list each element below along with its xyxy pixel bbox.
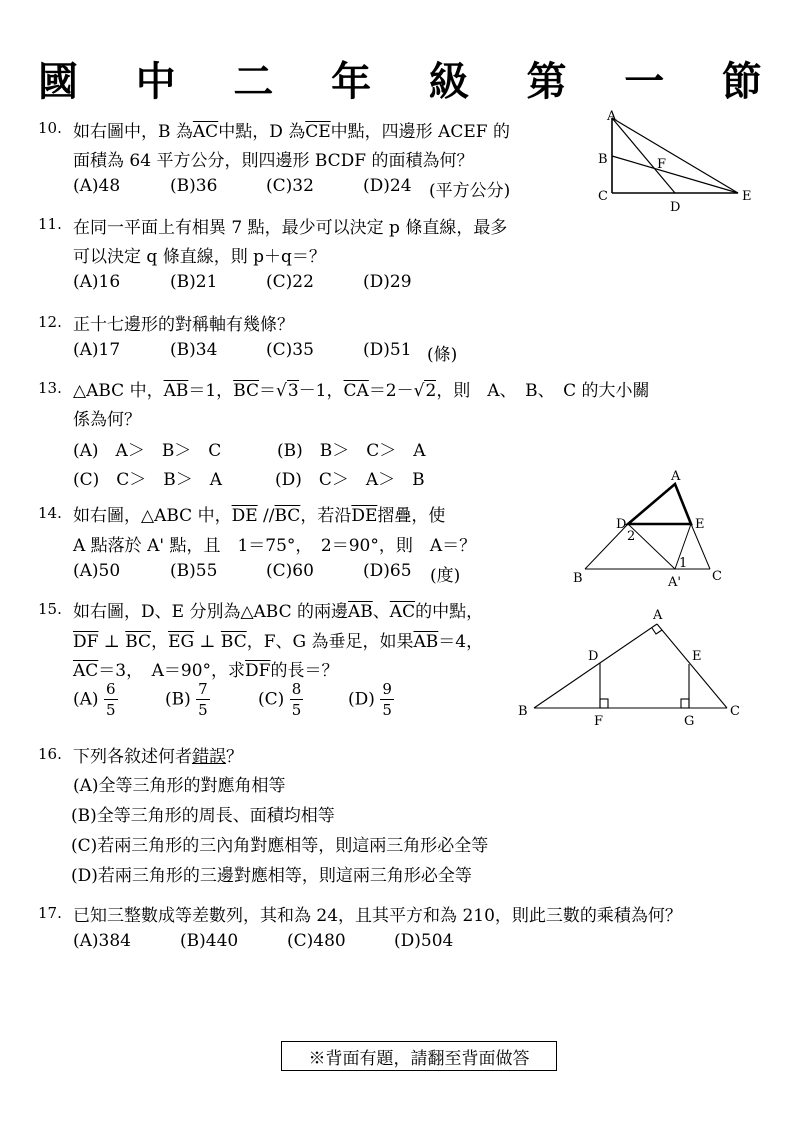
question-text: 在同一平面上有相異 7 點，最少可以決定 p 條直線，最多 <box>73 218 508 238</box>
unit-label: (條) <box>427 345 458 365</box>
figure-q14 <box>565 466 735 591</box>
point-label: A <box>607 109 617 124</box>
question-text: 如右圖中，B 為$\overline{AC}$中點，D 為$\overline{CE}$中點，四邊形 ACEF 的 <box>73 122 510 142</box>
title-char: 節 <box>721 59 762 105</box>
point-label: C <box>712 569 722 584</box>
question-number: 12. <box>38 313 62 331</box>
option-b: (B)36 <box>170 176 218 196</box>
option-a: (A) A＞ B＞ C <box>73 441 222 461</box>
point-label: D <box>670 200 681 213</box>
footer-note: ※背面有題，請翻至背面做答 <box>281 1041 557 1071</box>
point-label: G <box>684 714 695 729</box>
point-label: E <box>695 517 705 532</box>
figure-q10 <box>590 108 760 213</box>
angle-label: 1 <box>679 556 688 571</box>
question-text: 下列各敘述何者錯誤？ <box>73 747 243 767</box>
option-a: (A)48 <box>73 176 121 196</box>
option-a: (A) $\frac{6}{5}$ <box>73 680 116 719</box>
angle-label: 2 <box>627 529 636 544</box>
option-d: (D)29 <box>363 272 412 292</box>
question-text: 如右圖，△ABC 中，$\overline{DE}$ $//\overline{BC}$，若沿$\overline{DE}$摺疊，使 <box>73 506 446 526</box>
option-b: (B) B＞ C＞ A <box>277 441 426 461</box>
question-text: 如右圖，D、E 分別為△ABC 的兩邊$\overline{AB}$、$\overline{AC}$的中點， <box>73 602 484 622</box>
point-label: C <box>598 189 608 204</box>
option-a: (A)16 <box>73 272 121 292</box>
title-char: 第 <box>526 59 567 105</box>
option-c: (C)22 <box>266 272 314 292</box>
option-b: (B)21 <box>170 272 218 292</box>
option-b: (B)55 <box>170 561 218 581</box>
option-d: (D)24 <box>363 176 412 196</box>
point-label: A <box>653 608 663 623</box>
point-label: B <box>573 571 583 586</box>
option-d: (D) C＞ A＞ B <box>275 470 425 490</box>
question-number: 13. <box>38 379 62 397</box>
title-char: 國 <box>38 59 78 105</box>
point-label: D <box>588 649 599 664</box>
option-a: (A)全等三角形的對應角相等 <box>73 776 286 796</box>
title-char: 年 <box>331 59 372 105</box>
question-number: 15. <box>38 600 62 618</box>
option-d: (D)51 <box>363 340 412 360</box>
option-d: (D)504 <box>394 931 454 951</box>
question-text: $\overline{AC}=3$， A＝90°，求$\overline{DF}$的長＝？ <box>73 661 339 681</box>
question-number: 14. <box>38 504 62 522</box>
point-label: E <box>742 189 752 204</box>
option-a: (A)384 <box>73 931 131 951</box>
unit-label: (度) <box>430 566 461 586</box>
question-text: △ABC 中，$\overline{AB}=1$，$\overline{BC}=√3-1$，$\overline{CA}=2-√2$，則 A、 B、 C 的大小關 <box>73 381 650 401</box>
point-label: D <box>616 517 627 532</box>
question-text: $\overline{DF}$ ⊥ $\overline{BC}$，$\overline{EG}$ ⊥ $\overline{BC}$，F、G 為垂足，如果$\overline{AB}=4$， <box>73 632 484 652</box>
option-d: (D)65 <box>363 561 412 581</box>
option-c: (C)60 <box>266 561 314 581</box>
page-title <box>38 50 762 105</box>
point-label: F <box>594 714 604 729</box>
question-text: 係為何？ <box>73 410 141 430</box>
option-b: (B)全等三角形的周長、面積均相等 <box>71 806 335 826</box>
option-c: (C) $\frac{8}{5}$ <box>258 680 302 719</box>
question-number: 17. <box>38 904 62 922</box>
question-text: 可以決定 q 條直線，則 p＋q＝？ <box>73 247 326 267</box>
question-text: A 點落於 A' 點，且 1＝75°， 2＝90°，則 A＝？ <box>73 536 477 556</box>
figure-q15 <box>512 604 747 729</box>
option-d: (D) $\frac{9}{5}$ <box>348 680 392 719</box>
question-text: 已知三整數成等差數列，其和為 24，且其平方和為 210，則此三數的乘積為何？ <box>73 906 682 926</box>
title-char: 一 <box>624 59 665 105</box>
question-text: 面積為 64 平方公分，則四邊形 BCDF 的面積為何？ <box>73 151 474 171</box>
unit-label: (平方公分) <box>429 181 511 201</box>
option-c: (C)35 <box>266 340 314 360</box>
option-c: (C)480 <box>287 931 346 951</box>
point-label: B <box>518 704 528 719</box>
option-a: (A)50 <box>73 561 121 581</box>
option-c: (C)32 <box>266 176 314 196</box>
point-label: B <box>598 152 608 167</box>
question-text: 正十七邊形的對稱軸有幾條？ <box>73 315 294 335</box>
question-number: 10. <box>38 119 62 137</box>
option-b: (B)34 <box>170 340 218 360</box>
point-label: A' <box>668 575 681 590</box>
option-d: (D)若兩三角形的三邊對應相等，則這兩三角形必全等 <box>71 866 472 886</box>
option-b: (B) $\frac{7}{5}$ <box>165 680 208 719</box>
option-c: (C) C＞ B＞ A <box>73 470 223 490</box>
question-number: 16. <box>38 745 62 763</box>
question-number: 11. <box>38 215 62 233</box>
point-label: F <box>657 157 667 172</box>
title-char: 中 <box>135 59 176 105</box>
title-char: 級 <box>428 59 469 105</box>
point-label: E <box>692 649 702 664</box>
point-label: C <box>730 704 740 719</box>
title-char: 二 <box>233 59 274 105</box>
option-b: (B)440 <box>180 931 239 951</box>
option-c: (C)若兩三角形的三內角對應相等，則這兩三角形必全等 <box>71 836 489 856</box>
point-label: A <box>671 469 681 484</box>
option-a: (A)17 <box>73 340 121 360</box>
